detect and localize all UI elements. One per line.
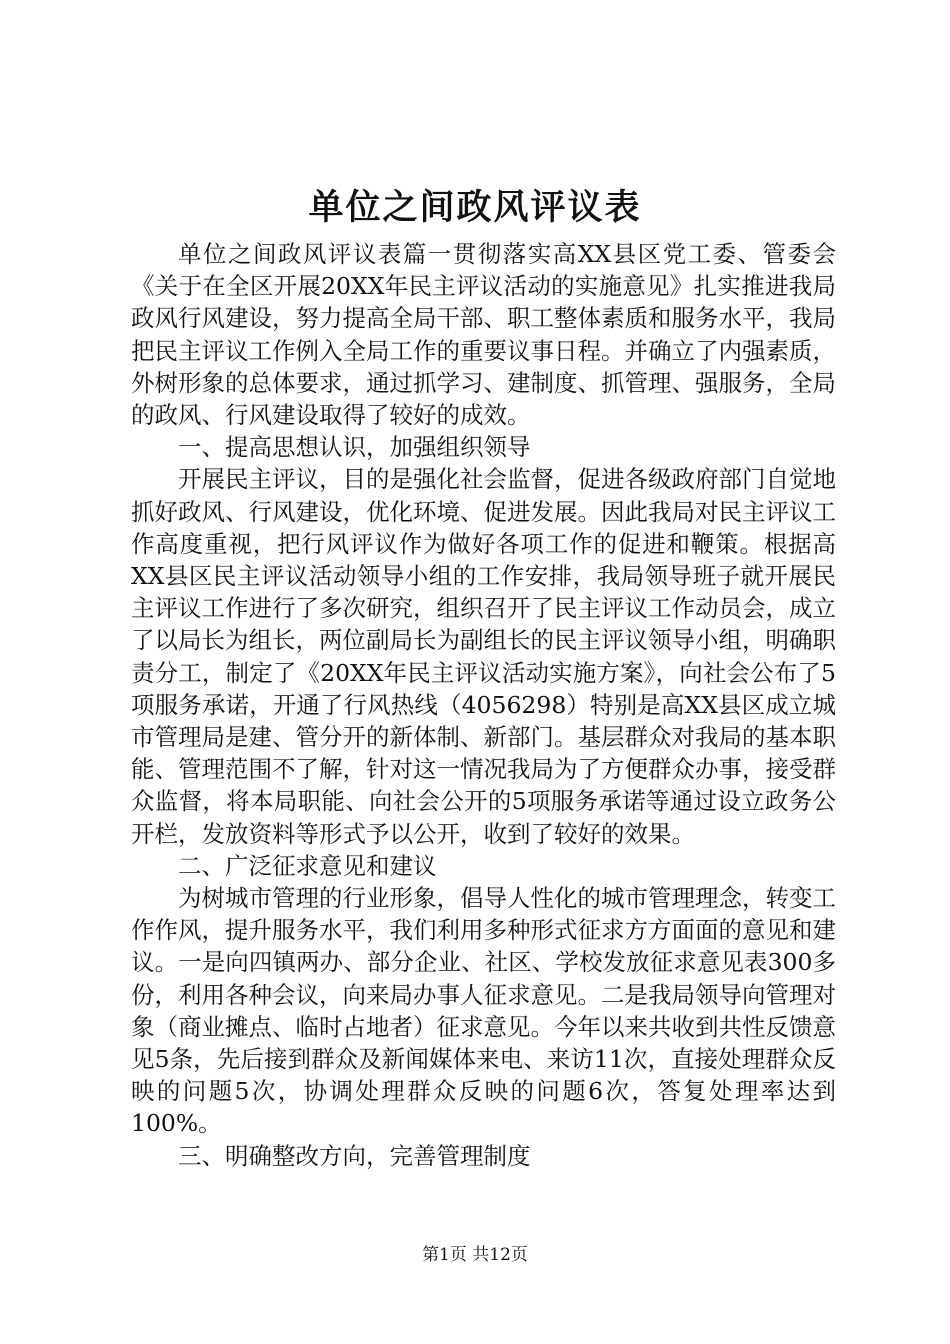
section-heading-2: 二、广泛征求意见和建议 xyxy=(178,851,437,880)
document-title: 单位之间政风评议表 xyxy=(308,187,642,228)
paragraph-section-2: 为树城市管理的行业形象，倡导人性化的城市管理理念，转变工作作风，提升服务水平，我们利用多种形式征求方方面面的意见和建议。一是向四镇两办、部分企业、社区、学校发放征求意见表300多份，利用各种会议，向来局办事人征求意见。二是我局领导向管理对象（商业摊点、临时占地者）征求意见。今年以来共收到共性反馈意见5条，先后接到群众及新闻媒体来电、来访11次，直接处理群众反映的问题5次，协调处理群众反映的问题6次，答复处理率达到100%。 xyxy=(131,884,836,1138)
section-heading-3: 三、明确整改方向，完善管理制度 xyxy=(178,1141,531,1170)
paragraph-intro: 单位之间政风评议表篇一贯彻落实高XX县区党工委、管委会《关于在全区开展20XX年民主评议活动的实施意见》扎实推进我局政风行风建设，努力提高全局干部、职工整体素质和服务水平，我局把民主评议工作例入全局工作的重要议事日程。并确立了内强素质，外树形象的总体要求，通过抓学习、建制度、抓管理、强服务，全局的政风、行风建设取得了较好的成效。 xyxy=(131,240,836,430)
document-body xyxy=(131,238,836,1172)
section-heading-1: 一、提高思想认识，加强组织领导 xyxy=(178,433,531,462)
paragraph-section-1: 开展民主评议，目的是强化社会监督，促进各级政府部门自觉地抓好政风、行风建设，优化环境、促进发展。因此我局对民主评议工作高度重视，把行风评议作为做好各项工作的促进和鞭策。根据高XX县区民主评议活动领导小组的工作安排，我局领导班子就开展民主评议工作进行了多次研究，组织召开了民主评议工作动员会，成立了以局长为组长，两位副局长为副组长的民主评议领导小组，明确职责分工，制定了《20XX年民主评议活动实施方案》，向社会公布了5项服务承诺，开通了行风热线（4056298）特别是高XX县区成立城市管理局是建、管分开的新体制、新部门。基层群众对我局的基本职能、管理范围不了解，针对这一情况我局为了方便群众办事，接受群众监督，将本局职能、向社会公开的5项服务承诺等通过设立政务公开栏，发放资料等形式予以公开，收到了较好的效果。 xyxy=(131,465,836,848)
page-number-footer: 第1页 共12页 xyxy=(422,1245,528,1265)
